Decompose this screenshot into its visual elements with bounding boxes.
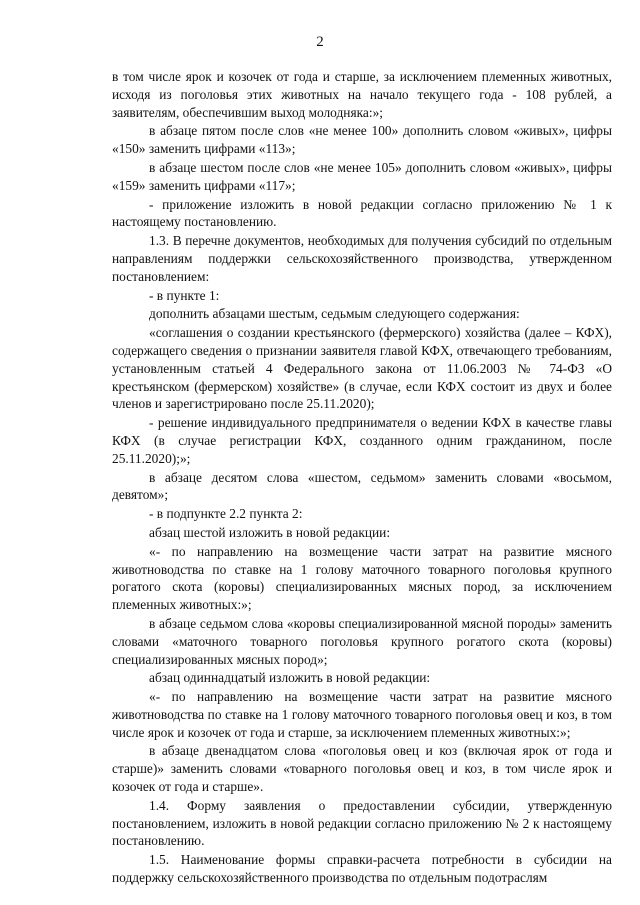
paragraph: «- по направлению на возмещение части затрат на развитие мясного животноводства по ставке на 1 голову маточного товарного поголовья крупного рогатого скота (коровы) специализированных мясных пород, за исключением племенных животных:»; — [112, 543, 612, 613]
paragraph: абзац одиннадцатый изложить в новой редакции: — [149, 670, 431, 686]
paragraph: 1.3. В перечне документов, необходимых для получения субсидий по отдельным направлениям поддержки сельскохозяйственного производства, утвержденном постановлением: — [112, 233, 612, 284]
page-number: 2 — [316, 34, 324, 50]
paragraph: - в подпункте 2.2 пункта 2: — [149, 506, 303, 522]
paragraph: дополнить абзацами шестым, седьмым следующего содержания: — [149, 306, 520, 322]
paragraph: в абзаце десятом слова «шестом, седьмом» заменить словами «восьмом, девятом»; — [112, 469, 612, 503]
paragraph: 1.4. Форму заявления о предоставлении субсидии, утвержденную постановлением, изложить в новой редакции согласно приложению № 2 к настоящему постановлению. — [112, 797, 612, 849]
paragraph: - решение индивидуального предпринимателя о ведении КФХ в качестве главы КФХ (в случае регистрации КФХ, созданного одним гражданином, после 25.11.2020);»; — [112, 415, 612, 466]
paragraph: «- по направлению на возмещение части затрат на развитие мясного животноводства по ставке на 1 голову маточного товарного поголовья овец и коз, в том числе ярок и козочек от года и старше, за исключением племенных животных:»; — [112, 689, 612, 740]
paragraph: «соглашения о создании крестьянского (фермерского) хозяйства (далее – КФХ), содержащего сведения о признании заявителя главой КФХ, отвечающего требованиям, установленным статьей 4 Федерального закона от 11.06.2003 № 74-ФЗ «О крестьянском (фермерском) хозяйстве» (в случае, если КФХ состоит из двух и более членов и зарегистрировано после 25.11.2020); — [112, 325, 612, 412]
paragraph: в абзаце седьмом слова «коровы специализированной мясной породы» заменить словами «маточного товарного поголовья крупного рогатого скота (коровы) специализированных мясных пород»; — [112, 615, 612, 667]
paragraph: в абзаце двенадцатом слова «поголовья овец и коз (включая ярок от года и старше)» заменить словами «товарного поголовья овец и коз, в том числе ярок и козочек от года и старше». — [112, 743, 612, 795]
document-body — [112, 68, 612, 887]
paragraph: в абзаце пятом после слов «не менее 100» дополнить словом «живых», цифры «150» заменить цифрами «113»; — [112, 123, 612, 157]
paragraph: - приложение изложить в новой редакции согласно приложению № 1 к настоящему постановлению. — [112, 196, 612, 230]
paragraph: 1.5. Наименование формы справки-расчета потребности в субсидии на поддержку сельскохозяйственного производства по отдельным подотраслям — [112, 852, 612, 886]
paragraph: в том числе ярок и козочек от года и старше, за исключением племенных животных, исходя из поголовья этих животных на начало текущего года - 108 рублей, а заявителям, обеспечившим выход молодняка:»; — [112, 69, 612, 120]
paragraph: абзац шестой изложить в новой редакции: — [149, 524, 391, 540]
paragraph: - в пункте 1: — [149, 287, 220, 303]
paragraph: в абзаце шестом после слов «не менее 105» дополнить словом «живых», цифры «159» заменить цифрами «117»; — [112, 159, 612, 193]
